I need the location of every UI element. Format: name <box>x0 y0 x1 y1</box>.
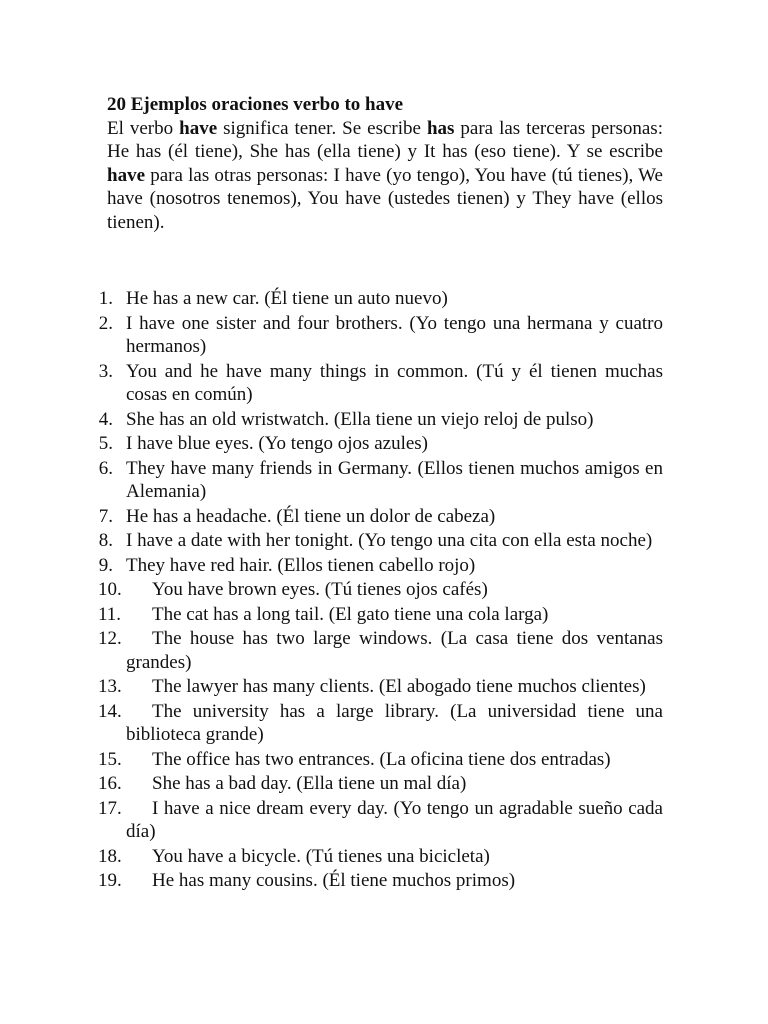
item-text <box>107 578 663 602</box>
item-number: 17. <box>98 797 122 819</box>
intro-text-3: para las terceras personas: He has (él tiene), She has (ella tiene) y It has (eso tiene). Y se escribe <box>107 117 663 162</box>
item-text <box>107 627 663 674</box>
list-item <box>98 554 663 578</box>
item-text <box>107 869 663 893</box>
item-text-content: You have a bicycle. (Tú tienes una bicicleta) <box>152 845 490 867</box>
list-item <box>98 627 663 674</box>
intro-bold-have-1: have <box>179 117 218 139</box>
list-item <box>98 505 663 529</box>
item-text <box>107 675 663 699</box>
list-item <box>98 457 663 504</box>
intro-text-1: El verbo <box>107 117 180 139</box>
list-item <box>98 529 663 553</box>
item-number: 4. <box>98 408 113 430</box>
list-item <box>98 432 663 456</box>
list-item <box>98 578 663 602</box>
item-text-content: The university has a large library. (La universidad tiene una biblioteca grande) <box>126 700 663 745</box>
item-text <box>107 772 663 796</box>
item-number: 5. <box>98 433 113 454</box>
list-item <box>98 772 663 796</box>
item-number: 7. <box>98 505 113 527</box>
intro-text-2: significa tener. Se escribe <box>217 117 427 139</box>
item-number: 10. <box>98 579 122 600</box>
item-text <box>107 603 663 627</box>
list-item <box>98 360 663 407</box>
item-text: He has a headache. (Él tiene un dolor de cabeza) <box>126 505 496 527</box>
item-number: 1. <box>98 288 113 309</box>
item-text-content: The lawyer has many clients. (El abogado tiene muchos clientes) <box>152 676 646 697</box>
list-item <box>98 748 663 772</box>
item-text: You and he have many things in common. (Tú y él tienen muchas cosas en común) <box>126 360 663 405</box>
item-number: 14. <box>98 700 122 722</box>
examples-list <box>98 287 663 893</box>
list-item <box>98 845 663 869</box>
intro-bold-have-2: have <box>107 164 145 186</box>
document-content <box>98 93 663 891</box>
item-text <box>107 748 663 772</box>
document-title: 20 Ejemplos oraciones verbo to have <box>107 94 404 115</box>
intro-paragraph <box>107 117 663 235</box>
item-number: 12. <box>98 628 122 649</box>
item-text-content: I have a nice dream every day. (Yo tengo un agradable sueño cada día) <box>126 797 663 842</box>
item-number: 18. <box>98 845 122 867</box>
list-item <box>98 603 663 627</box>
list-item <box>98 700 663 747</box>
item-text <box>107 845 663 869</box>
item-text: I have blue eyes. (Yo tengo ojos azules) <box>126 433 428 454</box>
item-number: 6. <box>98 457 113 479</box>
item-number: 2. <box>98 312 113 334</box>
item-text-content: The house has two large windows. (La casa tiene dos ventanas grandes) <box>126 628 663 673</box>
list-item <box>98 797 663 844</box>
item-text-content: He has many cousins. (Él tiene muchos primos) <box>152 870 516 891</box>
list-item <box>98 287 663 311</box>
intro-text-4: para las otras personas: I have (yo tengo), You have (tú tienes), We have (nosotros tenemos), You have (ustedes tienen) y They have (ellos tienen). <box>107 164 663 233</box>
item-number: 16. <box>98 773 122 794</box>
item-number: 8. <box>98 530 113 551</box>
item-text <box>107 797 663 844</box>
item-number: 19. <box>98 870 122 891</box>
intro-bold-has: has <box>426 117 455 139</box>
list-item <box>98 675 663 699</box>
item-text: They have red hair. (Ellos tienen cabello rojo) <box>126 554 476 576</box>
item-text-content: She has a bad day. (Ella tiene un mal día) <box>152 773 467 794</box>
item-text: He has a new car. (Él tiene un auto nuevo) <box>126 288 448 309</box>
item-text <box>107 700 663 747</box>
item-text: I have one sister and four brothers. (Yo tengo una hermana y cuatro hermanos) <box>126 312 663 357</box>
list-item <box>98 869 663 893</box>
item-text-content: The cat has a long tail. (El gato tiene una cola larga) <box>152 603 549 625</box>
item-number: 3. <box>98 360 113 382</box>
item-number: 13. <box>98 676 122 697</box>
item-text: She has an old wristwatch. (Ella tiene un viejo reloj de pulso) <box>126 408 594 430</box>
item-text-content: You have brown eyes. (Tú tienes ojos cafés) <box>152 579 488 600</box>
item-number: 15. <box>98 748 122 770</box>
item-number: 11. <box>98 603 122 625</box>
item-text-content: The office has two entrances. (La oficina tiene dos entradas) <box>152 748 611 770</box>
item-text: They have many friends in Germany. (Ellos tienen muchos amigos en Alemania) <box>126 457 663 502</box>
list-item <box>98 312 663 359</box>
item-text: I have a date with her tonight. (Yo tengo una cita con ella esta noche) <box>126 530 653 551</box>
list-item <box>98 408 663 432</box>
item-number: 9. <box>98 554 113 576</box>
